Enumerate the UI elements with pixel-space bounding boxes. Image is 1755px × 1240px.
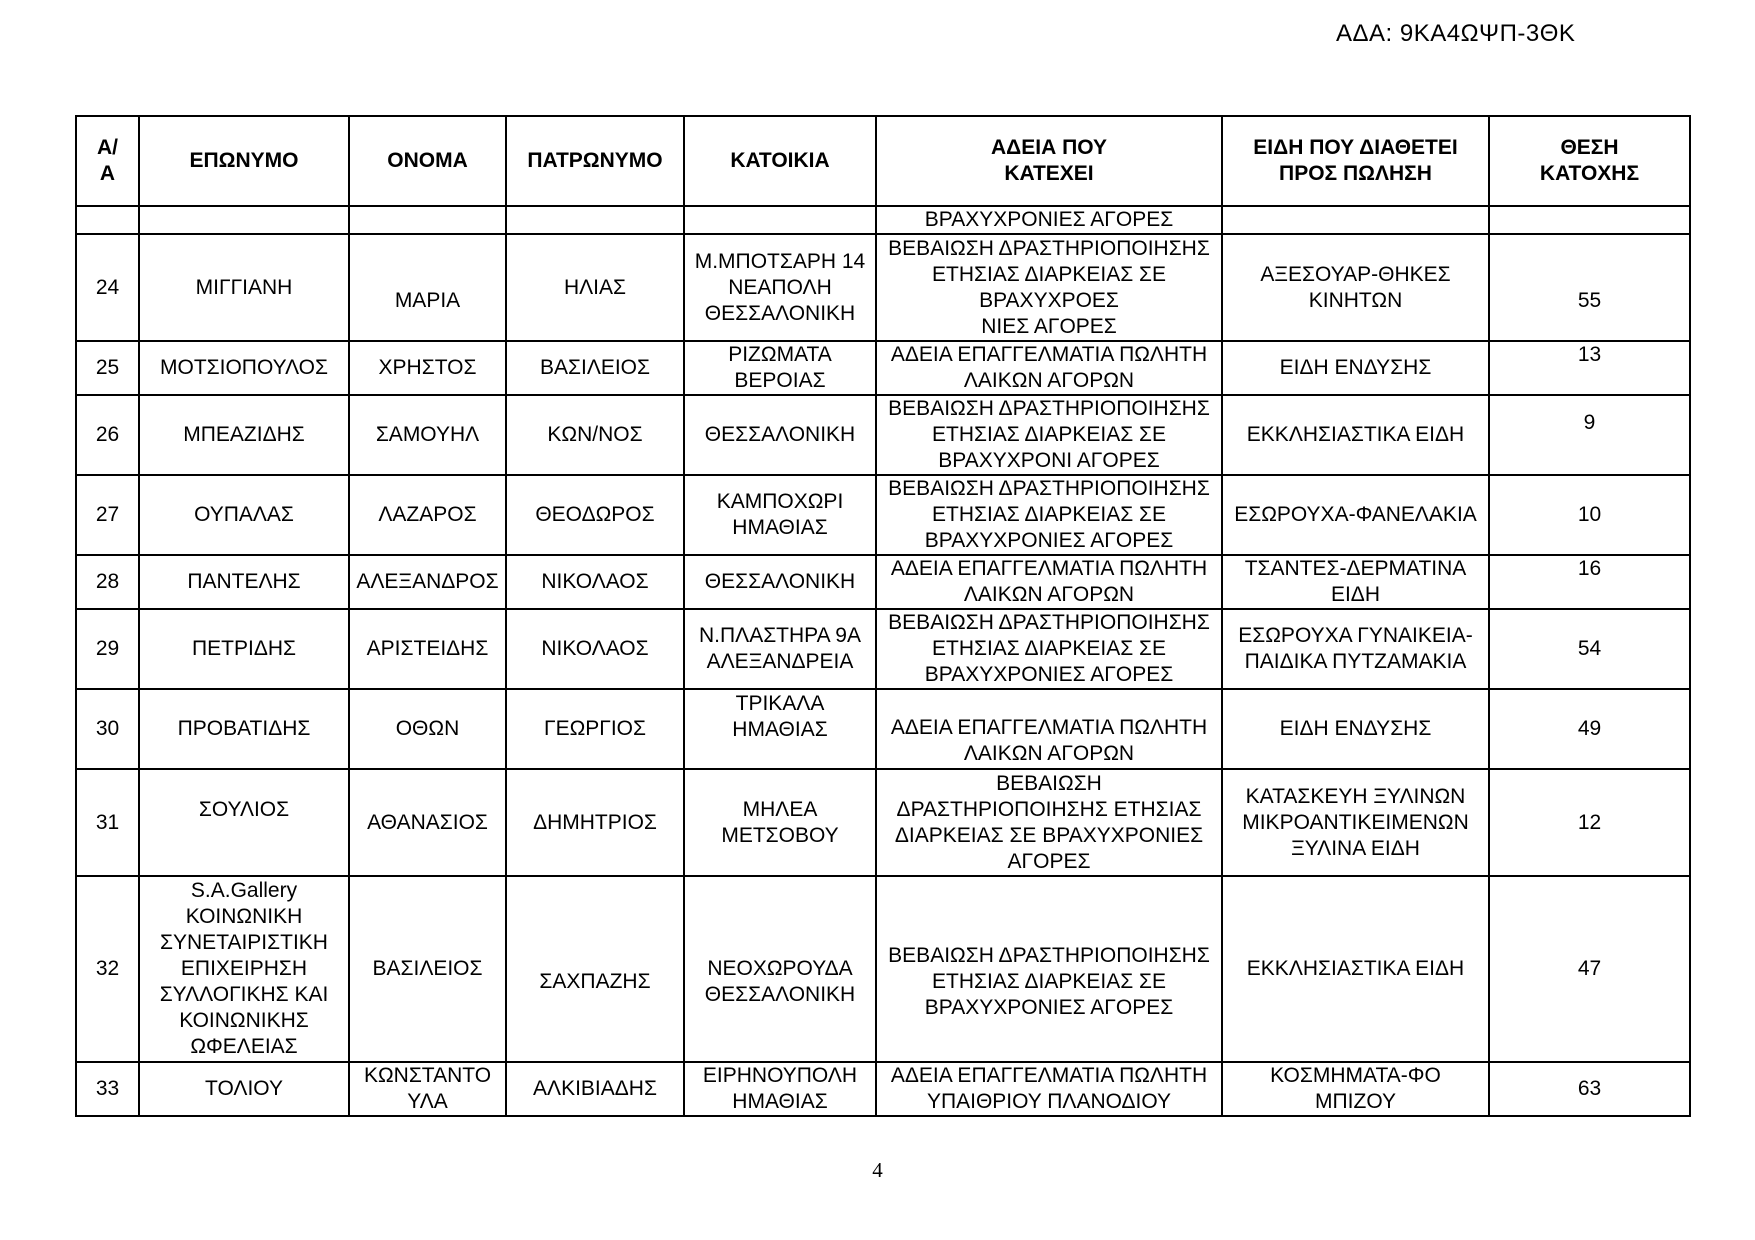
- cell-items: ΕΚΚΛΗΣΙΑΣΤΙΚΑ ΕΙΔΗ: [1222, 876, 1489, 1062]
- cell-aa: 33: [76, 1062, 139, 1116]
- cell-aa: 29: [76, 609, 139, 689]
- cell-father-name: ΣΑΧΠΑΖΗΣ: [506, 876, 684, 1062]
- cell-father-name: ΝΙΚΟΛΑΟΣ: [506, 555, 684, 609]
- vendors-table: [75, 115, 1691, 1117]
- cell-position: 9: [1489, 395, 1690, 475]
- cell-items: ΕΣΩΡΟΥΧΑ-ΦΑΝΕΛΑΚΙΑ: [1222, 475, 1489, 555]
- cell-father-name: ΒΑΣΙΛΕΙΟΣ: [506, 341, 684, 395]
- cell-surname: ΠΡΟΒΑΤΙΔΗΣ: [139, 689, 349, 769]
- cell-name: ΟΘΩΝ: [349, 689, 506, 769]
- cell-aa: 24: [76, 234, 139, 341]
- cell-license: ΒΕΒΑΙΩΣΗ ΔΡΑΣΤΗΡΙΟΠΟΙΗΣΗΣ ΕΤΗΣΙΑΣ ΔΙΑΡΚΕΙΑΣ ΣΕ ΒΡΑΧΥΧΡΟΝΙΕΣ ΑΓΟΡΕΣ: [876, 876, 1222, 1062]
- cell-position: 49: [1489, 689, 1690, 769]
- cell-name: ΛΑΖΑΡΟΣ: [349, 475, 506, 555]
- cell-items: ΑΞΕΣΟΥΑΡ-ΘΗΚΕΣ ΚΙΝΗΤΩΝ: [1222, 234, 1489, 341]
- cell-name: ΑΡΙΣΤΕΙΔΗΣ: [349, 609, 506, 689]
- cell-name: ΧΡΗΣΤΟΣ: [349, 341, 506, 395]
- cell-aa: 27: [76, 475, 139, 555]
- cell-residence: ΝΕΟΧΩΡΟΥΔΑ ΘΕΣΣΑΛΟΝΙΚΗ: [684, 876, 876, 1062]
- cell-name: ΑΘΑΝΑΣΙΟΣ: [349, 769, 506, 876]
- table-row: [76, 689, 1690, 769]
- cell-license: ΒΕΒΑΙΩΣΗ ΔΡΑΣΤΗΡΙΟΠΟΙΗΣΗΣ ΕΤΗΣΙΑΣ ΔΙΑΡΚΕΙΑΣ ΣΕ ΒΡΑΧΥΧΡΟΝΙΕΣ ΑΓΟΡΕΣ: [876, 769, 1222, 876]
- cell-residence: [684, 206, 876, 234]
- cell-aa: [76, 206, 139, 234]
- cell-items: ΕΙΔΗ ΕΝΔΥΣΗΣ: [1222, 689, 1489, 769]
- cell-residence: Μ.ΜΠΟΤΣΑΡΗ 14 ΝΕΑΠΟΛΗ ΘΕΣΣΑΛΟΝΙΚΗ: [684, 234, 876, 341]
- cell-name: ΑΛΕΞΑΝΔΡΟΣ: [349, 555, 506, 609]
- cell-father-name: ΚΩΝ/ΝΟΣ: [506, 395, 684, 475]
- cell-residence: ΡΙΖΩΜΑΤΑ ΒΕΡΟΙΑΣ: [684, 341, 876, 395]
- cell-surname: ΠΕΤΡΙΔΗΣ: [139, 609, 349, 689]
- cell-position: 12: [1489, 769, 1690, 876]
- header-position: ΘΕΣΗ ΚΑΤΟΧΗΣ: [1489, 116, 1690, 206]
- cell-residence: ΘΕΣΣΑΛΟΝΙΚΗ: [684, 555, 876, 609]
- cell-aa: 28: [76, 555, 139, 609]
- cell-aa: 32: [76, 876, 139, 1062]
- cell-name: ΜΑΡΙΑ: [349, 234, 506, 341]
- header-items-for-sale: ΕΙΔΗ ΠΟΥ ΔΙΑΘΕΤΕΙ ΠΡΟΣ ΠΩΛΗΣΗ: [1222, 116, 1489, 206]
- document-ada-code: ΑΔΑ: 9ΚΑ4ΩΨΠ-3ΘΚ: [1336, 20, 1576, 47]
- cell-aa: 26: [76, 395, 139, 475]
- table-row: [76, 234, 1690, 341]
- cell-license: ΑΔΕΙΑ ΕΠΑΓΓΕΛΜΑΤΙΑ ΠΩΛΗΤΗ ΛΑΙΚΩΝ ΑΓΟΡΩΝ: [876, 341, 1222, 395]
- cell-aa: 25: [76, 341, 139, 395]
- cell-aa: 30: [76, 689, 139, 769]
- cell-items: [1222, 206, 1489, 234]
- cell-items: ΕΣΩΡΟΥΧΑ ΓΥΝΑΙΚΕΙΑ- ΠΑΙΔΙΚΑ ΠΥΤΖΑΜΑΚΙΑ: [1222, 609, 1489, 689]
- table-row: [76, 475, 1690, 555]
- cell-surname: ΤΟΛΙΟΥ: [139, 1062, 349, 1116]
- table-row: [76, 395, 1690, 475]
- table-row: [76, 341, 1690, 395]
- cell-residence: ΤΡΙΚΑΛΑ ΗΜΑΘΙΑΣ: [684, 689, 876, 769]
- cell-father-name: ΝΙΚΟΛΑΟΣ: [506, 609, 684, 689]
- header-name: ΟΝΟΜΑ: [349, 116, 506, 206]
- cell-position: 10: [1489, 475, 1690, 555]
- cell-position: 54: [1489, 609, 1690, 689]
- cell-surname: [139, 206, 349, 234]
- cell-father-name: ΗΛΙΑΣ: [506, 234, 684, 341]
- cell-surname: ΠΑΝΤΕΛΗΣ: [139, 555, 349, 609]
- cell-residence: Ν.ΠΛΑΣΤΗΡΑ 9Α ΑΛΕΞΑΝΔΡΕΙΑ: [684, 609, 876, 689]
- table-row: [76, 555, 1690, 609]
- cell-residence: ΘΕΣΣΑΛΟΝΙΚΗ: [684, 395, 876, 475]
- header-surname: ΕΠΩΝΥΜΟ: [139, 116, 349, 206]
- cell-items: ΕΚΚΛΗΣΙΑΣΤΙΚΑ ΕΙΔΗ: [1222, 395, 1489, 475]
- cell-items: ΚΑΤΑΣΚΕΥΗ ΞΥΛΙΝΩΝ ΜΙΚΡΟΑΝΤΙΚΕΙΜΕΝΩΝ ΞΥΛΙΝΑ ΕΙΔΗ: [1222, 769, 1489, 876]
- header-aa: Α/ Α: [76, 116, 139, 206]
- cell-position: 16: [1489, 555, 1690, 609]
- table-row: [76, 206, 1690, 234]
- header-residence: ΚΑΤΟΙΚΙΑ: [684, 116, 876, 206]
- table-row: [76, 876, 1690, 1062]
- cell-father-name: ΓΕΩΡΓΙΟΣ: [506, 689, 684, 769]
- page-number: 4: [872, 1158, 883, 1182]
- cell-position: 47: [1489, 876, 1690, 1062]
- cell-residence: ΕΙΡΗΝΟΥΠΟΛΗ ΗΜΑΘΙΑΣ: [684, 1062, 876, 1116]
- cell-position: 55: [1489, 234, 1690, 341]
- cell-surname: ΜΙΓΓΙΑΝΗ: [139, 234, 349, 341]
- cell-father-name: ΔΗΜΗΤΡΙΟΣ: [506, 769, 684, 876]
- cell-residence: ΜΗΛΕΑ ΜΕΤΣΟΒΟΥ: [684, 769, 876, 876]
- cell-position: 13: [1489, 341, 1690, 395]
- cell-surname: ΟΥΠΑΛΑΣ: [139, 475, 349, 555]
- cell-position: [1489, 206, 1690, 234]
- cell-license: ΒΕΒΑΙΩΣΗ ΔΡΑΣΤΗΡΙΟΠΟΙΗΣΗΣ ΕΤΗΣΙΑΣ ΔΙΑΡΚΕΙΑΣ ΣΕ ΒΡΑΧΥΧΡΟΝΙΕΣ ΑΓΟΡΕΣ: [876, 609, 1222, 689]
- cell-position: 63: [1489, 1062, 1690, 1116]
- cell-surname: ΜΠΕΑΖΙΔΗΣ: [139, 395, 349, 475]
- cell-license: ΒΕΒΑΙΩΣΗ ΔΡΑΣΤΗΡΙΟΠΟΙΗΣΗΣ ΕΤΗΣΙΑΣ ΔΙΑΡΚΕΙΑΣ ΣΕ ΒΡΑΧΥΧΡΟΝΙ ΑΓΟΡΕΣ: [876, 395, 1222, 475]
- cell-items: ΚΟΣΜΗΜΑΤΑ-ΦΟ ΜΠΙΖΟΥ: [1222, 1062, 1489, 1116]
- table-row: [76, 1062, 1690, 1116]
- cell-license: ΑΔΕΙΑ ΕΠΑΓΓΕΛΜΑΤΙΑ ΠΩΛΗΤΗ ΥΠΑΙΘΡΙΟΥ ΠΛΑΝΟΔΙΟΥ: [876, 1062, 1222, 1116]
- cell-license: ΑΔΕΙΑ ΕΠΑΓΓΕΛΜΑΤΙΑ ΠΩΛΗΤΗ ΛΑΙΚΩΝ ΑΓΟΡΩΝ: [876, 689, 1222, 769]
- cell-name: ΣΑΜΟΥΗΛ: [349, 395, 506, 475]
- cell-name: ΒΑΣΙΛΕΙΟΣ: [349, 876, 506, 1062]
- cell-surname: S.A.Gallery ΚΟΙΝΩΝΙΚΗ ΣΥΝΕΤΑΙΡΙΣΤΙΚΗ ΕΠΙΧΕΙΡΗΣΗ ΣΥΛΛΟΓΙΚΗΣ ΚΑΙ ΚΟΙΝΩΝΙΚΗΣ ΩΦΕΛΕΙΑΣ: [139, 876, 349, 1062]
- cell-residence: ΚΑΜΠΟΧΩΡΙ ΗΜΑΘΙΑΣ: [684, 475, 876, 555]
- cell-items: ΤΣΑΝΤΕΣ-ΔΕΡΜΑΤΙΝΑ ΕΙΔΗ: [1222, 555, 1489, 609]
- cell-name: ΚΩΝΣΤΑΝΤΟ ΥΛΑ: [349, 1062, 506, 1116]
- cell-father-name: ΘΕΟΔΩΡΟΣ: [506, 475, 684, 555]
- cell-license: ΒΕΒΑΙΩΣΗ ΔΡΑΣΤΗΡΙΟΠΟΙΗΣΗΣ ΕΤΗΣΙΑΣ ΔΙΑΡΚΕΙΑΣ ΣΕ ΒΡΑΧΥΧΡΟΕΣ ΝΙΕΣ ΑΓΟΡΕΣ: [876, 234, 1222, 341]
- cell-name: [349, 206, 506, 234]
- table-header-row: [76, 116, 1690, 206]
- cell-license: ΑΔΕΙΑ ΕΠΑΓΓΕΛΜΑΤΙΑ ΠΩΛΗΤΗ ΛΑΙΚΩΝ ΑΓΟΡΩΝ: [876, 555, 1222, 609]
- table-row: [76, 609, 1690, 689]
- cell-license: ΒΡΑΧΥΧΡΟΝΙΕΣ ΑΓΟΡΕΣ: [876, 206, 1222, 234]
- cell-father-name: ΑΛΚΙΒΙΑΔΗΣ: [506, 1062, 684, 1116]
- cell-license: ΒΕΒΑΙΩΣΗ ΔΡΑΣΤΗΡΙΟΠΟΙΗΣΗΣ ΕΤΗΣΙΑΣ ΔΙΑΡΚΕΙΑΣ ΣΕ ΒΡΑΧΥΧΡΟΝΙΕΣ ΑΓΟΡΕΣ: [876, 475, 1222, 555]
- cell-surname: ΜΟΤΣΙΟΠΟΥΛΟΣ: [139, 341, 349, 395]
- cell-father-name: [506, 206, 684, 234]
- cell-aa: 31: [76, 769, 139, 876]
- header-license: ΑΔΕΙΑ ΠΟΥ ΚΑΤΕΧΕΙ: [876, 116, 1222, 206]
- cell-surname: ΣΟΥΛΙΟΣ: [139, 769, 349, 876]
- header-father-name: ΠΑΤΡΩΝΥΜΟ: [506, 116, 684, 206]
- cell-items: ΕΙΔΗ ΕΝΔΥΣΗΣ: [1222, 341, 1489, 395]
- table-row: [76, 769, 1690, 876]
